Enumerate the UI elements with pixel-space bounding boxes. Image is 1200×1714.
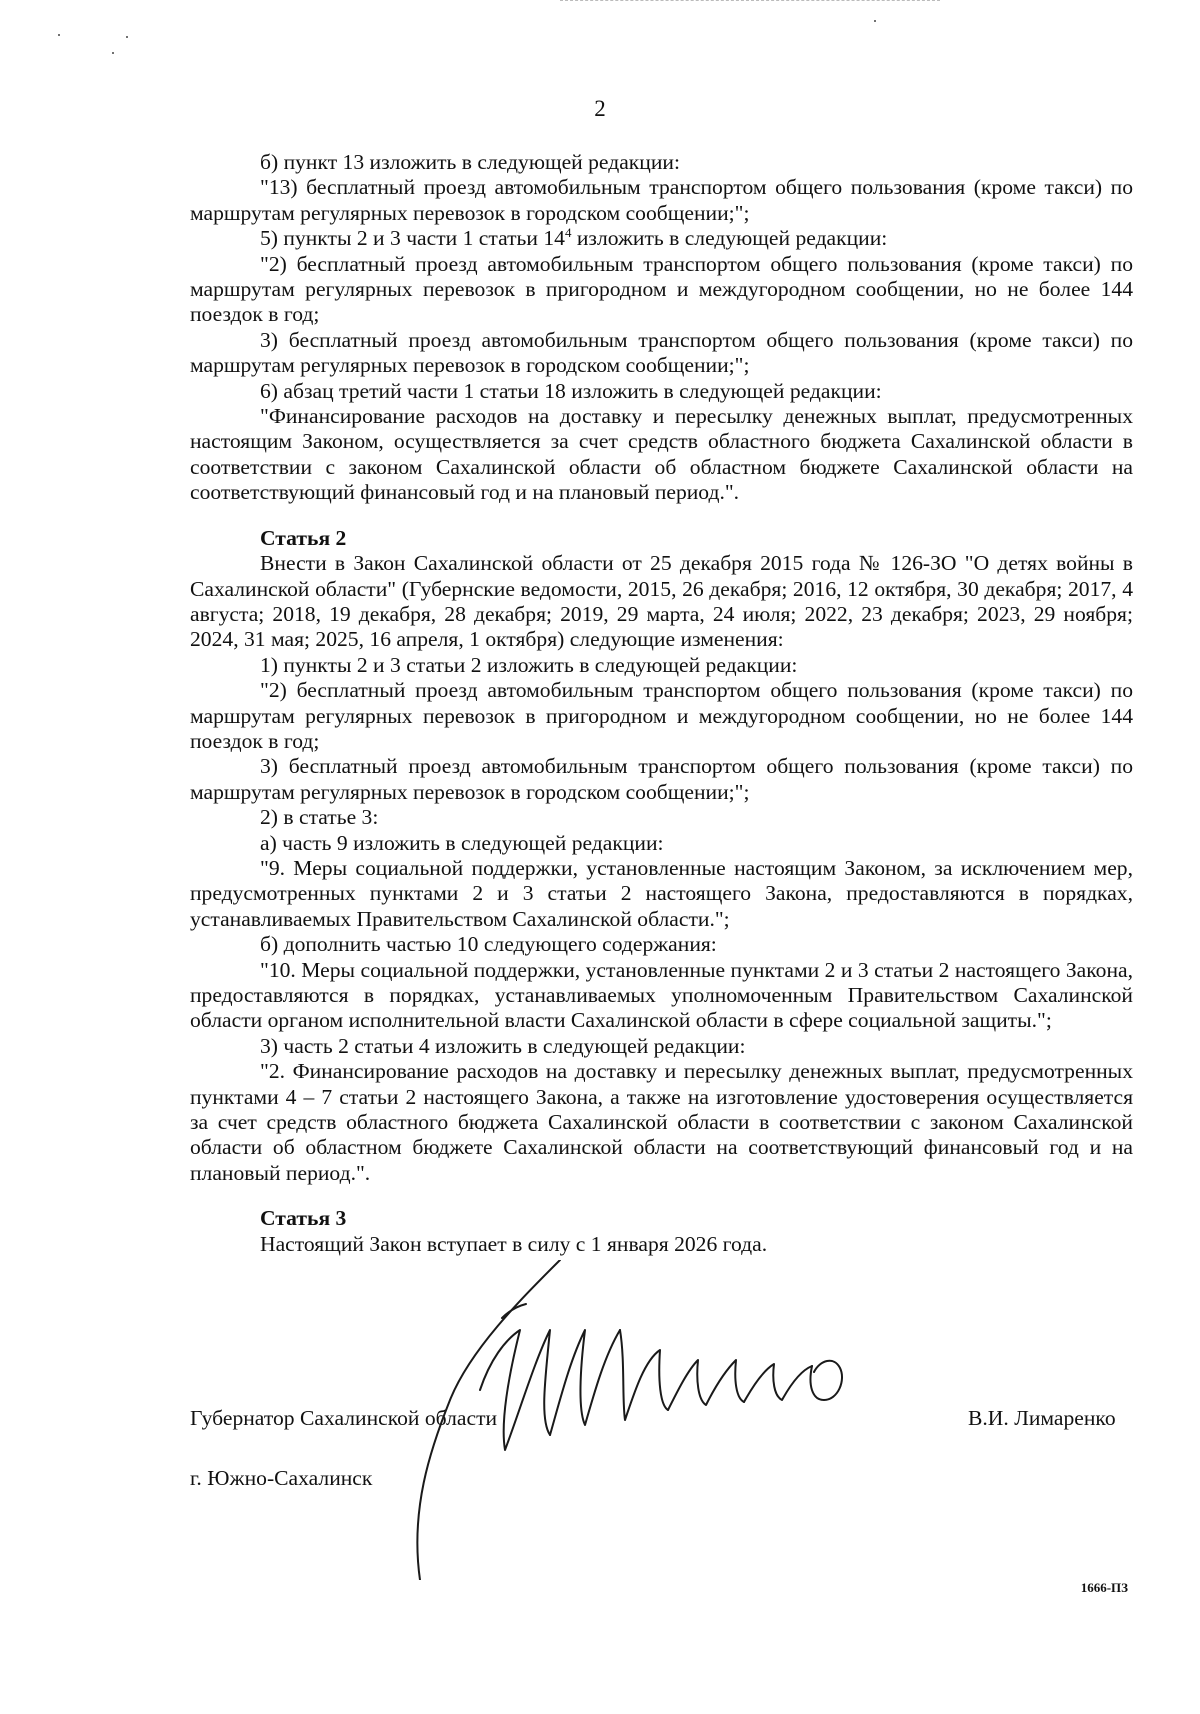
paragraph: 1) пункты 2 и 3 статьи 2 изложить в следующей редакции: <box>260 652 798 677</box>
paragraph: "9. Меры социальной поддержки, установленные настоящим Законом, за исключением мер, предусмотренных пунктами 2 и 3 статьи 2 настоящего Закона, предоставляются в порядках, устанавливаемых Правительством Сахалинской области."; <box>190 855 1133 931</box>
page-number: 2 <box>594 96 606 121</box>
scan-top-edge <box>560 0 940 2</box>
city-label: г. Южно-Сахалинск <box>190 1466 373 1490</box>
paragraph: "2) бесплатный проезд автомобильным транспортом общего пользования (кроме такси) по маршрутам регулярных перевозок в пригородном и междугородном сообщении, но не более 144 поездок в год; <box>190 251 1133 327</box>
scan-speck <box>874 20 876 22</box>
paragraph: б) пункт 13 изложить в следующей редакции: <box>260 150 680 174</box>
paragraph: "2) бесплатный проезд автомобильным транспортом общего пользования (кроме такси) по маршрутам регулярных перевозок в пригородном и междугородном сообщении, но не более 144 поездок в год; <box>190 678 1133 753</box>
paragraph-text: 5) пункты 2 и 3 части 1 статьи 14 <box>260 226 565 251</box>
paragraph: 3) бесплатный проезд автомобильным транспортом общего пользования (кроме такси) по маршрутам регулярных перевозок в городском сообщении;"; <box>190 327 1133 378</box>
paragraph: "2. Финансирование расходов на доставку и пересылку денежных выплат, предусмотренных пунктами 4 – 7 статьи 2 настоящего Закона, а также на изготовление удостоверения осуществляется за счет средств областного бюджета Сахалинской области в соответствии с законом Сахалинской области об областном бюджете Сахалинской области на соответствующий финансовый год и на плановый период.". <box>190 1059 1133 1185</box>
paragraph: а) часть 9 изложить в следующей редакции: <box>260 830 664 855</box>
scan-speck <box>126 36 128 38</box>
handwritten-signature <box>410 1260 970 1580</box>
paragraph: 2) в статье 3: <box>260 805 379 830</box>
paragraph: 3) бесплатный проезд автомобильным транспортом общего пользования (кроме такси) по маршрутам регулярных перевозок в городском сообщении;"; <box>190 754 1133 804</box>
paragraph-text: изложить в следующей редакции: <box>571 226 888 251</box>
paragraph <box>190 226 1133 251</box>
governor-label: Губернатор Сахалинской области <box>190 1406 498 1430</box>
paragraph: б) дополнить частью 10 следующего содержания: <box>260 932 717 957</box>
superscript: 4 <box>564 225 572 241</box>
document-code: 1666-ПЗ <box>1080 1580 1128 1595</box>
governor-name: В.И. Лимаренко <box>968 1406 1116 1430</box>
paragraph: "10. Меры социальной поддержки, установленные пунктами 2 и 3 статьи 2 настоящего Закона, предоставляются в порядках, устанавливаемых уполномоченным Правительством Сахалинской области органом исполнительной власти Сахалинской области в сфере социальной защиты."; <box>190 957 1133 1033</box>
scan-speck <box>112 52 114 54</box>
paragraph: 3) часть 2 статьи 4 изложить в следующей редакции: <box>260 1033 746 1058</box>
article-3-heading: Статья 3 <box>260 1206 347 1231</box>
paragraph: "13) бесплатный проезд автомобильным транспортом общего пользования (кроме такси) по маршрутам регулярных перевозок в городском сообщении;"; <box>190 175 1133 225</box>
document-body <box>190 150 1133 1257</box>
paragraph: Настоящий Закон вступает в силу с 1 января 2026 года. <box>260 1231 768 1256</box>
paragraph: 6) абзац третий части 1 статьи 18 изложить в следующей редакции: <box>260 378 882 403</box>
scan-speck <box>58 34 60 36</box>
paragraph: "Финансирование расходов на доставку и пересылку денежных выплат, предусмотренных настоящим Законом, осуществляется за счет средств областного бюджета Сахалинской области в соответствии с законом Сахалинской области об областном бюджете Сахалинской области на соответствующий финансовый год и на плановый период.". <box>190 404 1133 505</box>
article-2-heading: Статья 2 <box>260 525 347 550</box>
paragraph: Внести в Закон Сахалинской области от 25 декабря 2015 года № 126-ЗО "О детях войны в Сахалинской области" (Губернские ведомости, 2015, 26 декабря; 2016, 12 октября, 30 декабря; 2017, 4 августа; 2018, 19 декабря, 28 декабря; 2019, 29 марта, 24 июля; 2022, 23 декабря; 2023, 29 ноября; 2024, 31 мая; 2025, 16 апреля, 1 октября) следующие изменения: <box>190 551 1133 652</box>
